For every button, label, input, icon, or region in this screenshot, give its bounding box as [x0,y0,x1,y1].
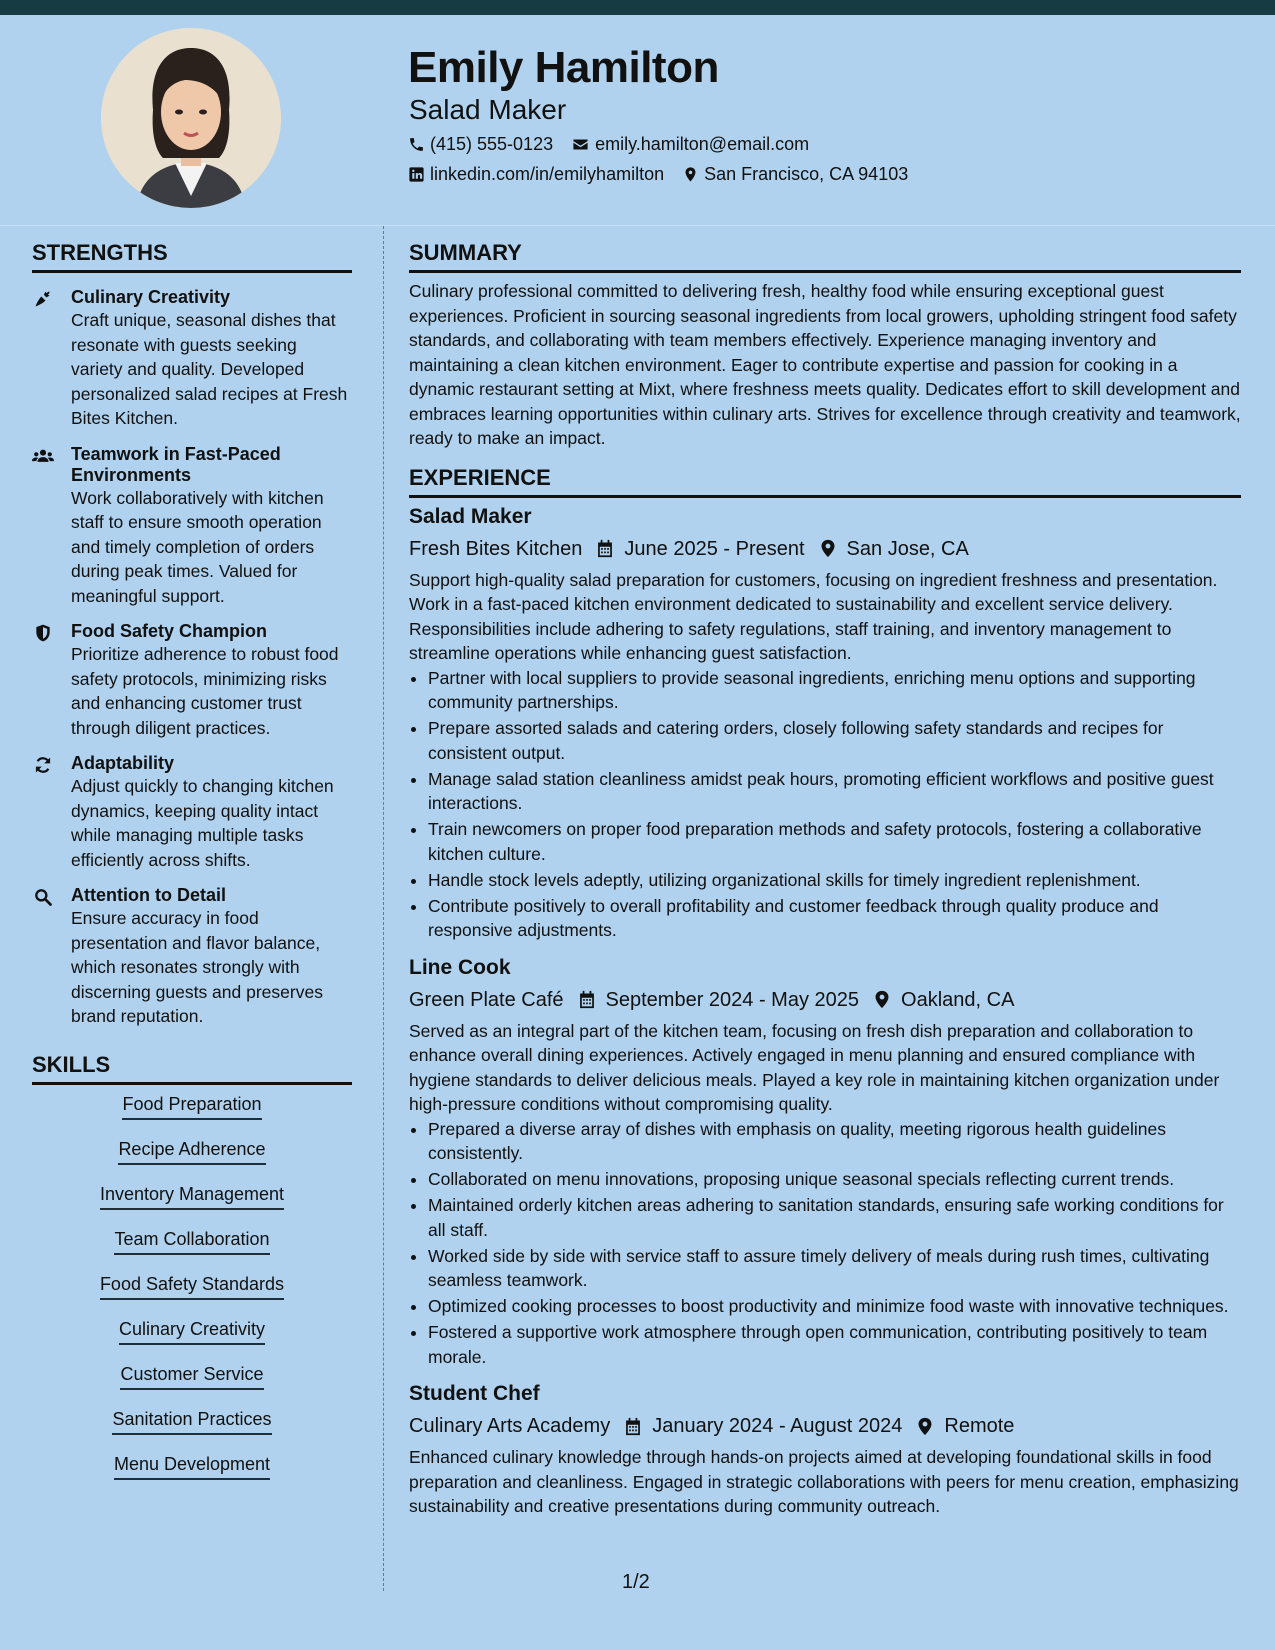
strength-title: Teamwork in Fast-Paced Environments [71,443,281,485]
location-text: San Francisco, CA 94103 [704,164,909,184]
job-bullet: • Worked side by side with service staff to assure timely delivery of meals during rush times, cultivating seamless teamwork. [428,1244,1241,1293]
strength-item [32,885,352,1029]
job-location: Remote [944,1415,1015,1437]
job-company: Green Plate Café [409,988,564,1011]
summary-heading: SUMMARY [409,240,1241,273]
contact-row-1 [408,134,827,155]
top-accent-bar [0,0,1275,15]
job-meta [409,1413,1241,1439]
candidate-title: Salad Maker [409,94,567,125]
resume-header [0,15,1275,226]
strength-title: Food Safety Champion [71,621,268,641]
candidate-name: Emily Hamilton [408,43,719,92]
skills-heading: SKILLS [32,1052,352,1085]
skill-tag: Menu Development [114,1453,270,1480]
job-title: Line Cook [409,955,511,979]
job-entry [409,955,1241,1370]
job-meta [409,987,1241,1013]
skill-tag: Recipe Adherence [118,1138,265,1165]
job-location: Oakland, CA [901,988,1015,1011]
job-company: Fresh Bites Kitchen [409,537,583,560]
job-entry [409,1381,1241,1519]
contact-row-2 [408,164,926,185]
strength-title: Attention to Detail [71,885,226,905]
strength-item [32,753,352,872]
job-bullet: • Manage salad station cleanliness amidst peak hours, promoting efficient workflows and positive guest interactions. [428,767,1241,816]
job-bullets [409,666,1241,943]
strength-title: Adaptability [71,753,175,773]
users-icon [32,446,54,466]
map-marker-icon [819,539,837,558]
skill-tag: Culinary Creativity [119,1318,265,1345]
strength-description: Craft unique, seasonal dishes that resonate with guests seeking variety and quality. Developed personalized salad recipes at Fresh Bites Kitchen. [71,310,348,428]
job-description: Served as an integral part of the kitchen team, focusing on fresh dish preparation and collaboration to enhance overall dining experiences. Actively engaged in menu planning and ensured compliance with hygiene standards to deliver delicious meals. Played a key role in maintaining kitchen organization under high-pressure conditions without compromising quality. [409,1020,1220,1114]
job-bullet: • Prepare assorted salads and catering orders, closely following safety standards and recipes for consistent output. [428,716,1241,765]
job-location: San Jose, CA [846,537,969,560]
calendar-icon [578,990,596,1009]
job-dates: January 2024 - August 2024 [652,1415,903,1437]
skill-tag: Food Safety Standards [100,1273,284,1300]
strength-title: Culinary Creativity [71,287,231,307]
job-description: Support high-quality salad preparation for customers, focusing on ingredient freshness and presentation. Work in a fast-paced kitchen environment dedicated to sustainability and excellent service delivery. Responsibilities include adhering to safety regulations, staff training, and inventory management to streamline operations while enhancing guest satisfaction. [409,569,1218,663]
left-column [32,240,352,1498]
phone-icon [408,136,425,153]
strength-description: Work collaboratively with kitchen staff to ensure smooth operation and timely completion of orders during peak times. Valued for meaningful support. [71,487,324,606]
job-bullets [409,1117,1241,1370]
job-dates: September 2024 - May 2025 [605,988,860,1011]
job-company: Culinary Arts Academy [409,1415,611,1437]
strength-item [32,621,352,740]
skill-tag: Customer Service [120,1363,263,1390]
skill-tag: Food Preparation [122,1093,261,1120]
email-text: emily.hamilton@email.com [595,134,810,154]
skill-tag: Inventory Management [100,1183,284,1210]
job-entry [409,504,1241,943]
job-title: Salad Maker [409,504,532,528]
profile-photo [101,28,281,208]
calendar-icon [596,539,614,558]
right-column [409,240,1241,1519]
page-number: 1/2 [622,1571,650,1593]
job-description: Enhanced culinary knowledge through hands-on projects aimed at developing foundational skills in food preparation and cleanliness. Engaged in strategic collaborations with peers for menu creation, emphasizing sustainability and creative presentations during community outreach. [409,1447,1239,1516]
skill-tag: Sanitation Practices [112,1408,271,1435]
search-icon [32,887,54,907]
job-bullet: • Train newcomers on proper food preparation methods and safety protocols, fostering a collaborative kitchen culture. [428,817,1241,866]
job-bullet: • Prepared a diverse array of dishes with emphasis on quality, meeting rigorous health guidelines consistently. [428,1117,1241,1166]
skill-tag: Team Collaboration [114,1228,269,1255]
experience-heading: EXPERIENCE [409,465,1241,498]
strength-description: Ensure accuracy in food presentation and flavor balance, which resonates strongly with discerning guests and preserves brand reputation. [71,908,323,1026]
job-bullet: • Contribute positively to overall profitability and customer feedback through quality produce and responsive adjustments. [428,894,1241,943]
shield-icon [32,623,54,643]
job-meta [409,536,1241,562]
map-marker-icon [682,166,699,183]
summary-text: Culinary professional committed to delivering fresh, healthy food while ensuring exceptional guest experiences. Proficient in sourcing seasonal ingredients from local growers, upholding stringent food safety standards, and collaborating with team members effectively. Experience managing inventory and maintaining a clean kitchen environment. Eager to contribute expertise and passion for cooking in a dynamic restaurant setting at Mixt, where freshness meets quality. Dedicates effort to skill development and embraces learning opportunities within culinary arts. Strives for excellence through creativity and teamwork, ready to make an impact. [409,281,1241,448]
strength-description: Adjust quickly to changing kitchen dynamics, keeping quality intact while managing multiple tasks efficiently across shifts. [71,776,334,870]
phone-contact[interactable] [408,134,553,155]
strength-item [32,444,352,609]
location-contact [682,164,908,185]
strength-item [32,287,352,431]
strength-description: Prioritize adherence to robust food safety protocols, minimizing risks and enhancing customer trust through diligent practices. [71,644,339,738]
job-dates: June 2025 - Present [624,537,805,560]
map-marker-icon [916,1417,934,1436]
job-bullet: • Fostered a supportive work atmosphere through open communication, contributing positively to team morale. [428,1320,1241,1369]
strengths-heading: STRENGTHS [32,240,352,273]
carrot-icon [32,289,54,309]
job-bullet: • Optimized cooking processes to boost productivity and minimize food waste with innovative techniques. [428,1294,1241,1319]
job-bullet: • Partner with local suppliers to provide seasonal ingredients, enriching menu options and supporting community partnerships. [428,666,1241,715]
job-title: Student Chef [409,1382,540,1405]
phone-text: (415) 555-0123 [430,134,554,154]
job-bullet: • Collaborated on menu innovations, proposing unique seasonal specials reflecting current trends. [428,1167,1241,1192]
map-marker-icon [873,990,891,1009]
email-contact[interactable] [571,134,809,155]
job-bullet: • Handle stock levels adeptly, utilizing organizational skills for timely ingredient replenishment. [428,868,1241,893]
envelope-icon [571,136,590,153]
linkedin-text: linkedin.com/in/emilyhamilton [430,164,665,184]
skills-list [32,1093,352,1498]
linkedin-icon [408,166,425,183]
sync-icon [32,755,54,775]
job-bullet: • Maintained orderly kitchen areas adhering to sanitation standards, ensuring safe working conditions for all staff. [428,1193,1241,1242]
linkedin-contact[interactable] [408,164,664,185]
column-divider [383,226,384,1591]
calendar-icon [624,1417,642,1436]
